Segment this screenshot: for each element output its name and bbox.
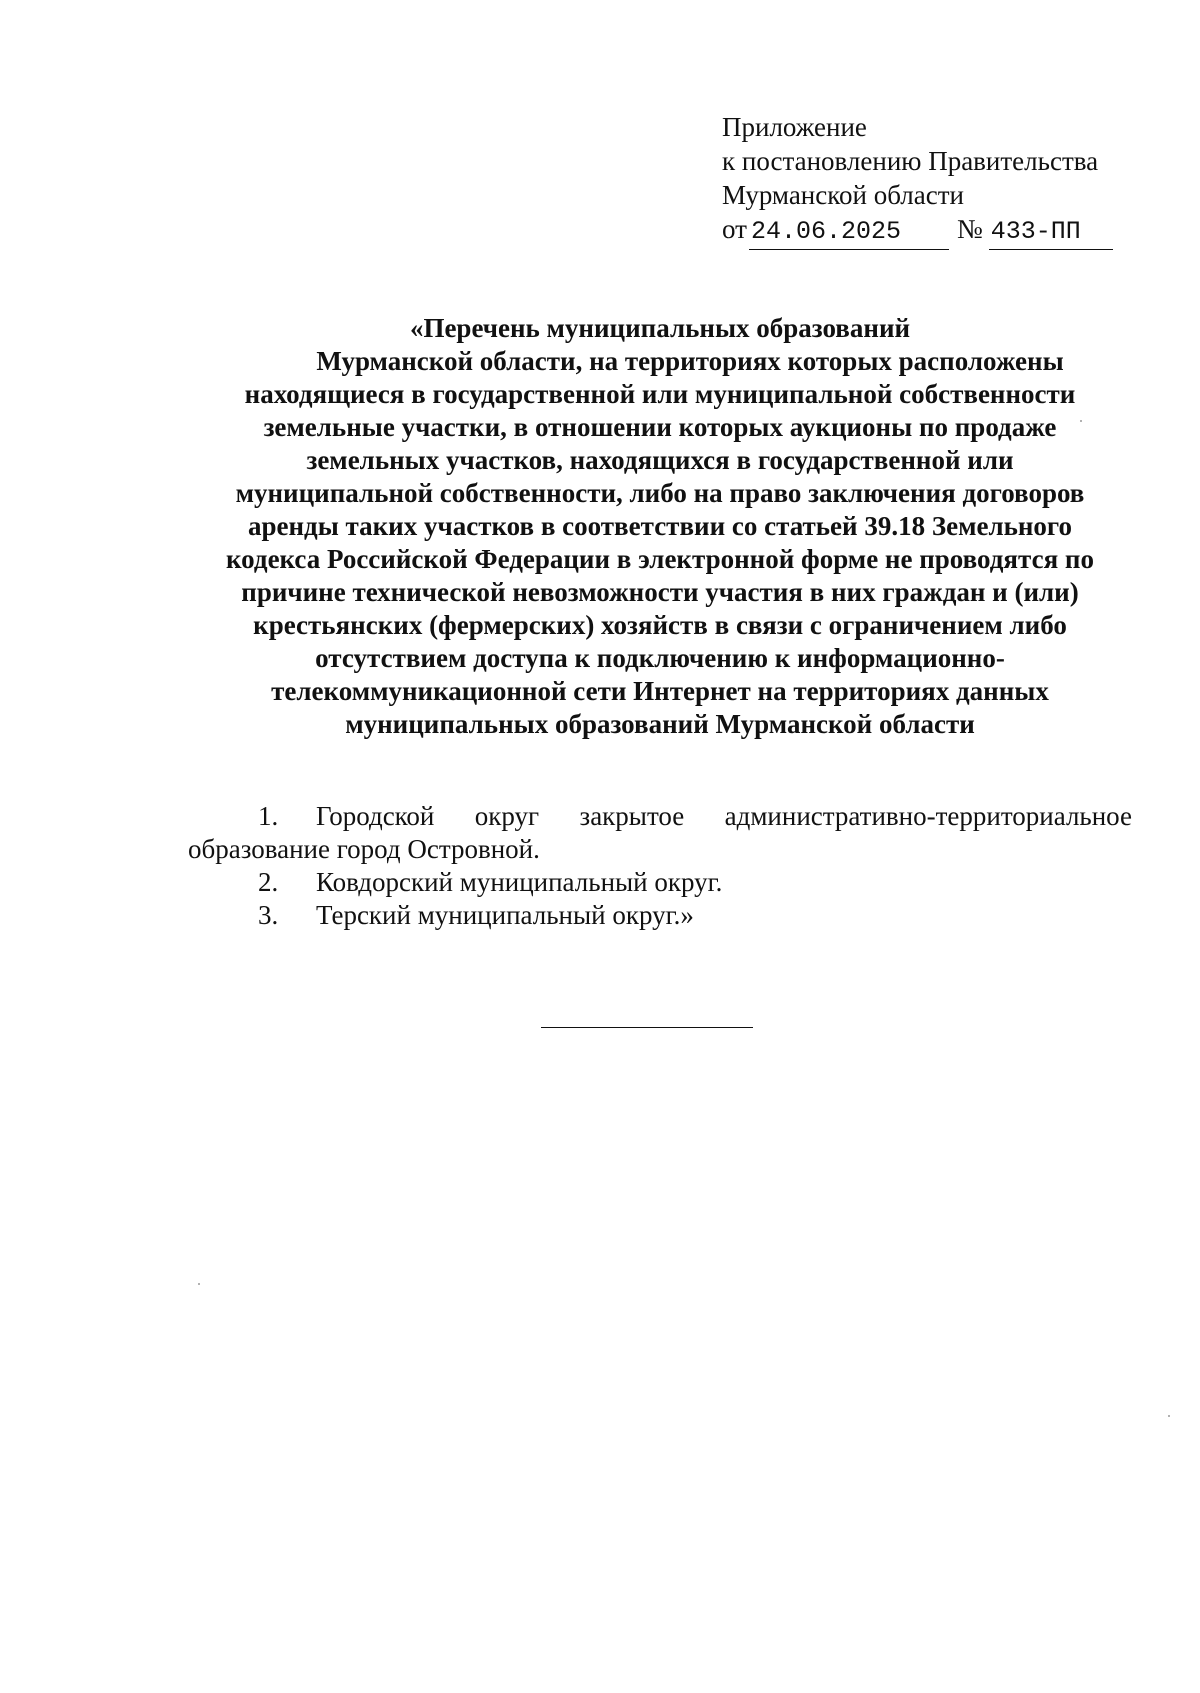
closing-divider — [541, 1027, 753, 1028]
title-line: муниципальных образований Мурманской области — [345, 709, 975, 739]
resolution-number: 433-ПП — [989, 215, 1113, 250]
date-prefix: от — [722, 214, 747, 244]
title-line: аренды таких участков в соответствии со статьей 39.18 Земельного — [247, 511, 1073, 541]
list-item-text: Терский муниципальный округ.» — [316, 900, 694, 930]
title-line: земельных участков, находящихся в государственной или — [306, 445, 1014, 475]
scan-speck — [1080, 420, 1082, 422]
title-line: земельные участки, в отношении которых аукционы по продаже — [263, 412, 1057, 442]
title-line: Мурманской области, на территориях которых расположены — [316, 346, 1064, 376]
scan-speck — [198, 1283, 200, 1285]
title-line: крестьянских (фермерских) хозяйств в связи с ограничением либо — [253, 610, 1067, 640]
title-line: находящиеся в государственной или муниципальной собственности — [244, 379, 1076, 409]
list-item-number: 1. — [258, 801, 279, 831]
appendix-reference: к постановлению Правительства — [722, 146, 1099, 176]
list-item-text-continued: образование город Островной. — [188, 834, 540, 864]
title-line: причине технической невозможности участия в них граждан и (или) — [241, 577, 1079, 607]
appendix-region: Мурманской области — [722, 180, 964, 210]
title-line: телекоммуникационной сети Интернет на территориях данных — [271, 676, 1049, 706]
list-item-text: Ковдорский муниципальный округ. — [316, 867, 723, 897]
appendix-header — [722, 110, 1113, 250]
title-line: кодекса Российской Федерации в электронной форме не проводятся по — [225, 544, 1094, 574]
list-item — [188, 866, 1132, 899]
document-title — [180, 312, 1140, 741]
list-item-text: Городской округ закрытое административно-территориальное — [316, 801, 1132, 831]
list-item-number: 2. — [258, 867, 279, 897]
scan-speck — [1168, 1415, 1170, 1417]
number-prefix: № — [956, 214, 983, 244]
list-item-number: 3. — [258, 900, 279, 930]
title-line: отсутствием доступа к подключению к информационно- — [315, 643, 1005, 673]
appendix-label: Приложение — [722, 112, 867, 142]
list-item — [188, 800, 1132, 866]
list-item — [188, 899, 1132, 932]
municipality-list — [188, 800, 1132, 932]
resolution-date: 24.06.2025 — [749, 215, 949, 250]
resolution-reference — [722, 212, 1113, 250]
title-line: «Перечень муниципальных образований — [409, 313, 911, 343]
title-line: муниципальной собственности, либо на право заключения договоров — [235, 478, 1085, 508]
